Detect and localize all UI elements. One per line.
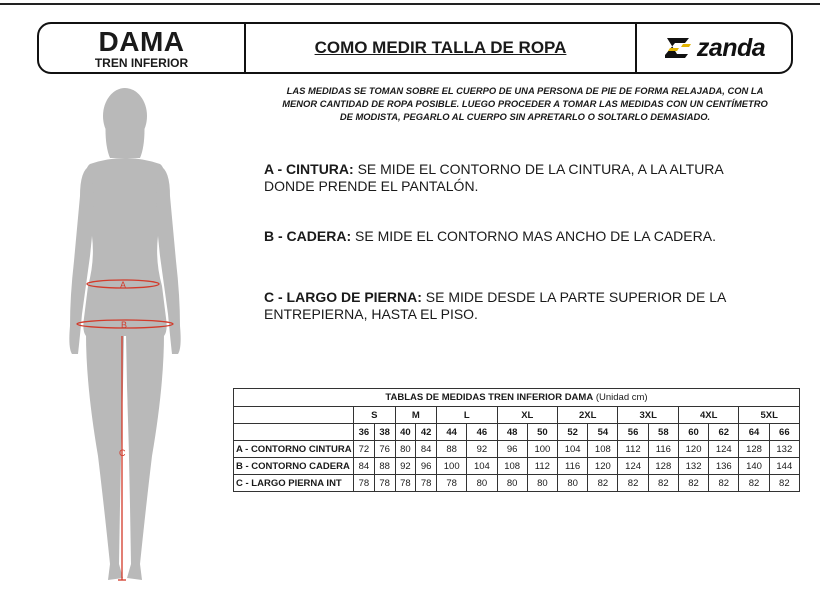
table-cell: 96 [497,441,527,458]
table-cell: 120 [678,441,708,458]
table-cell: 82 [588,475,618,492]
table-cell: 124 [709,441,739,458]
table-cell: 112 [618,441,648,458]
definition-largo-pierna [264,289,754,323]
size-number: 40 [395,424,416,441]
table-cell: 82 [769,475,799,492]
table-row-cadera [234,458,800,475]
size-number: 42 [416,424,437,441]
table-cell: 84 [416,441,437,458]
table-cell: 80 [558,475,588,492]
table-unit: (Unidad cm) [593,392,648,403]
logo [637,24,791,72]
size-number-row [234,424,800,441]
size-header: S [354,407,396,424]
table-cell: 82 [739,475,769,492]
table-cell: 128 [739,441,769,458]
table-caption [234,389,800,407]
size-header: M [395,407,437,424]
table-caption-row [234,389,800,407]
size-header-row [234,407,800,424]
label-c: C [119,448,126,458]
definition-term: A - CINTURA: [264,161,354,177]
table-cell: 132 [769,441,799,458]
size-header: 2XL [558,407,618,424]
logo-text: zanda [696,33,766,62]
table-cell: 82 [618,475,648,492]
title-dama: DAMA [98,25,185,57]
table-cell: 116 [648,441,678,458]
body-silhouette [60,86,190,586]
table-cell: 80 [395,441,416,458]
table-cell: 78 [374,475,395,492]
size-header: 3XL [618,407,678,424]
size-number: 50 [527,424,557,441]
size-number: 48 [497,424,527,441]
size-number: 66 [769,424,799,441]
top-rule [0,3,820,5]
table-cell: 96 [416,458,437,475]
table-cell: 112 [527,458,557,475]
definition-term: C - LARGO DE PIERNA: [264,289,422,305]
header-box [37,22,793,74]
empty-cell [234,424,354,441]
size-header: 4XL [678,407,738,424]
table-cell: 78 [437,475,467,492]
table-cell: 104 [467,458,497,475]
header-center [246,24,637,72]
size-number: 54 [588,424,618,441]
size-number: 36 [354,424,375,441]
table-cell: 120 [588,458,618,475]
size-number: 56 [618,424,648,441]
table-cell: 140 [739,458,769,475]
table-cell: 100 [437,458,467,475]
size-table [233,388,800,492]
table-cell: 78 [416,475,437,492]
table-cell: 116 [558,458,588,475]
table-cell: 78 [354,475,375,492]
table-cell: 144 [769,458,799,475]
size-number: 58 [648,424,678,441]
title-tren-inferior: TREN INFERIOR [94,55,189,70]
table-cell: 108 [497,458,527,475]
table-cell: 128 [648,458,678,475]
table-cell: 108 [588,441,618,458]
center-title: COMO MEDIR TALLA DE ROPA [314,38,567,57]
definition-cadera [264,228,754,245]
definition-text: SE MIDE EL CONTORNO DE LA CINTURA, A LA ALTURA DONDE PRENDE EL PANTALÓN. [264,161,723,194]
table-cell: 92 [395,458,416,475]
table-cell: 80 [467,475,497,492]
table-cell: 88 [437,441,467,458]
table-cell: 82 [678,475,708,492]
table-cell: 80 [527,475,557,492]
table-cell: 132 [678,458,708,475]
label-a: A [120,280,127,290]
definition-text: SE MIDE EL CONTORNO MAS ANCHO DE LA CADERA. [351,228,716,244]
table-cell: 104 [558,441,588,458]
table-cell: 100 [527,441,557,458]
table-cell: 136 [709,458,739,475]
table-row-cintura [234,441,800,458]
size-number: 44 [437,424,467,441]
table-cell: 92 [467,441,497,458]
table-cell: 84 [354,458,375,475]
table-cell: 88 [374,458,395,475]
intro-text: LAS MEDIDAS SE TOMAN SOBRE EL CUERPO DE UNA PERSONA DE PIE DE FORMA RELAJADA, CON LA MENOR CANTIDAD DE ROPA POSIBLE. LUEGO PROCEDER A TOMAR LAS MEDIDAS CON UN CENTÍMETRO DE MODISTA, PEGARLO AL CUERPO SIN APRETARLO O SOLTARLO DEMASIADO. [282,85,768,122]
size-number: 38 [374,424,395,441]
table-cell: 82 [709,475,739,492]
size-header: 5XL [739,407,800,424]
definition-cintura [264,161,754,195]
definition-term: B - CADERA: [264,228,352,244]
table-cell: 72 [354,441,375,458]
table-cell: 80 [497,475,527,492]
size-header: XL [497,407,557,424]
label-b: B [121,320,128,330]
size-number: 52 [558,424,588,441]
table-cell: 76 [374,441,395,458]
size-number: 64 [739,424,769,441]
row-label: C - LARGO PIERNA INT [234,475,354,492]
size-header: L [437,407,497,424]
row-label: A - CONTORNO CINTURA [234,441,354,458]
table-cell: 82 [648,475,678,492]
size-number: 60 [678,424,708,441]
zanda-logo-icon [663,35,693,61]
size-number: 46 [467,424,497,441]
header-left [39,24,246,72]
table-cell: 78 [395,475,416,492]
empty-cell [234,407,354,424]
definition-text: SE MIDE DESDE LA PARTE SUPERIOR DE LA ENTREPIERNA, HASTA EL PISO. [264,289,726,322]
table-cell: 124 [618,458,648,475]
size-number: 62 [709,424,739,441]
table-title: TABLAS DE MEDIDAS TREN INFERIOR DAMA [385,392,594,403]
table-row-largo-pierna [234,475,800,492]
row-label: B - CONTORNO CADERA [234,458,354,475]
